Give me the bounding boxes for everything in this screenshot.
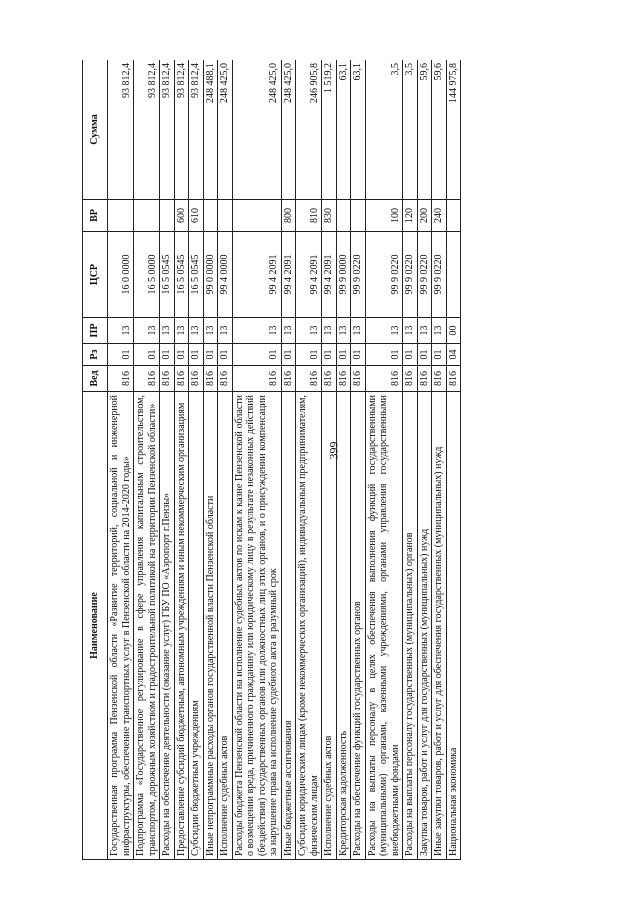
cell-ved: 816 [189,366,204,392]
cell-rz: 01 [322,344,337,366]
cell-csr: 16 5 0545 [174,232,189,318]
cell-name: Государственная программа Пензенской области «Развитие территорий, социальной и инженерной инфраструктуры, обеспечение транспортных услуг в Пензенской области на 2014-2020 годы» [108,392,134,860]
cell-pr: 13 [218,318,233,344]
cell-pr: 13 [160,318,175,344]
cell-csr: 99 4 2091 [296,232,322,318]
cell-ved: 816 [417,366,432,392]
cell-pr: 00 [446,318,461,344]
cell-sum: 59,6 [417,60,432,200]
header-pr: ПР [83,318,108,344]
table-row [446,60,461,860]
cell-rz: 01 [351,344,366,366]
cell-name: Субсидии бюджетным учреждениям [189,392,204,860]
cell-csr [446,232,461,318]
cell-vr [218,200,233,232]
cell-vr [446,200,461,232]
header-ved: Вед [83,366,108,392]
cell-rz: 01 [174,344,189,366]
table-row [218,60,233,860]
cell-csr: 99 9 0220 [432,232,447,318]
header-rz: Рз [83,344,108,366]
cell-sum: 63,1 [351,60,366,200]
cell-name: Иные бюджетные ассигнования [281,392,296,860]
cell-vr: 240 [432,200,447,232]
table-row [336,60,351,860]
cell-rz: 01 [417,344,432,366]
table-row [134,60,160,860]
cell-name: Иные непрограммные расходы органов государственной власти Пензенской области [203,392,218,860]
cell-ved: 816 [296,366,322,392]
cell-rz: 01 [232,344,281,366]
table-row [322,60,337,860]
cell-ved: 816 [203,366,218,392]
table-row [160,60,175,860]
cell-ved: 816 [232,366,281,392]
table-row [432,60,447,860]
cell-ved: 816 [160,366,175,392]
cell-sum: 248 425,0 [218,60,233,200]
cell-name: Иные закупки товаров, работ и услуг для обеспечения государственных (муниципальных) нужд [432,392,447,860]
cell-vr [108,200,134,232]
cell-rz: 01 [336,344,351,366]
cell-sum: 144 975,8 [446,60,461,200]
cell-pr: 13 [365,318,403,344]
cell-pr: 13 [281,318,296,344]
table-row [403,60,418,860]
cell-sum: 246 905,8 [296,60,322,200]
rotated-table-area [82,60,612,860]
cell-sum: 1 519,2 [322,60,337,200]
cell-vr [203,200,218,232]
cell-pr: 13 [322,318,337,344]
cell-vr: 610 [189,200,204,232]
cell-vr: 810 [296,200,322,232]
cell-ved: 816 [446,366,461,392]
cell-vr: 100 [365,200,403,232]
table-header [83,60,108,860]
cell-ved: 816 [218,366,233,392]
cell-csr: 16 5 0545 [189,232,204,318]
cell-csr: 99 0 0000 [203,232,218,318]
cell-rz: 01 [365,344,403,366]
cell-sum: 93 812,4 [134,60,160,200]
cell-sum: 93 812,4 [108,60,134,200]
table-row [365,60,403,860]
cell-rz: 01 [189,344,204,366]
cell-ved: 816 [403,366,418,392]
cell-csr: 99 9 0220 [365,232,403,318]
cell-ved: 816 [134,366,160,392]
cell-vr: 800 [281,200,296,232]
cell-csr: 99 9 0220 [417,232,432,318]
cell-sum: 63,1 [336,60,351,200]
cell-csr: 99 9 0000 [336,232,351,318]
cell-vr: 120 [403,200,418,232]
cell-name: Расходы бюджета Пензенской области на исполнение судебных актов по искам к казне Пензенской области о возмещении вреда, причиненного гражданину или юридическому лицу в результате незаконных действий (бездействия) государственных органов или должностных лиц этих органов, и о присуждении компенсации за нарушение права на исполнение судебного акта в разумный срок [232,392,281,860]
cell-csr: 99 9 0220 [403,232,418,318]
cell-vr [232,200,281,232]
cell-pr: 13 [336,318,351,344]
cell-vr: 830 [322,200,337,232]
cell-name: Расходы на выплаты персоналу государственных (муниципальных) органов [403,392,418,860]
cell-vr: 200 [417,200,432,232]
cell-sum: 3,5 [403,60,418,200]
table-wrapper [82,60,612,860]
cell-pr: 13 [134,318,160,344]
cell-rz: 01 [108,344,134,366]
cell-rz: 01 [403,344,418,366]
header-sum: Сумма [83,60,108,200]
table-row [174,60,189,860]
table-row [108,60,134,860]
cell-vr [336,200,351,232]
cell-vr [160,200,175,232]
cell-csr: 16 0 0000 [108,232,134,318]
cell-sum: 59,6 [432,60,447,200]
cell-ved: 816 [108,366,134,392]
cell-csr: 99 4 2091 [232,232,281,318]
cell-ved: 816 [351,366,366,392]
cell-sum: 93 812,4 [189,60,204,200]
cell-name: Подпрограмма «Государственное регулирование в сфере управления капитальным строительством, транспортом, дорожным хозяйством и градостроительной политикой на территории Пензенской области» [134,392,160,860]
cell-pr: 13 [403,318,418,344]
header-name: Наименование [83,392,108,860]
cell-rz: 01 [160,344,175,366]
cell-vr [351,200,366,232]
cell-sum: 248 425,0 [232,60,281,200]
cell-rz: 01 [218,344,233,366]
table-row [417,60,432,860]
cell-pr: 13 [203,318,218,344]
cell-name: Кредиторская задолженность [336,392,351,860]
page-number: 399 [326,441,341,460]
cell-vr: 600 [174,200,189,232]
cell-pr: 13 [174,318,189,344]
cell-csr: 16 5 0545 [160,232,175,318]
cell-vr [134,200,160,232]
cell-name: Национальная экономика [446,392,461,860]
cell-rz: 04 [446,344,461,366]
header-csr: ЦСР [83,232,108,318]
cell-name: Исполнение судебных актов [322,392,337,860]
cell-rz: 01 [281,344,296,366]
cell-sum: 248 425,0 [281,60,296,200]
cell-pr: 13 [432,318,447,344]
cell-sum: 248 488,1 [203,60,218,200]
table-row [281,60,296,860]
cell-name: Расходы на выплаты персоналу в целях обеспечения выполнения функций государственными (муниципальными) органами, казенными учреждениями, органами управления государственными внебюджетными фондами [365,392,403,860]
cell-rz: 01 [296,344,322,366]
table-row [203,60,218,860]
cell-csr: 16 5 0000 [134,232,160,318]
cell-ved: 816 [322,366,337,392]
cell-rz: 01 [134,344,160,366]
cell-pr: 13 [417,318,432,344]
cell-ved: 816 [365,366,403,392]
cell-ved: 816 [432,366,447,392]
table-row [351,60,366,860]
cell-name: Предоставление субсидий бюджетным, автономным учреждениям и иным некоммерческим организациям [174,392,189,860]
cell-csr: 99 4 2091 [322,232,337,318]
cell-name: Расходы на обеспечение деятельности (оказание услуг) ГБУ ПО «Аэропорт г.Пензы» [160,392,175,860]
cell-csr: 99 9 0220 [351,232,366,318]
table-row [232,60,281,860]
table-row [296,60,322,860]
header-vr: ВР [83,200,108,232]
cell-pr: 13 [108,318,134,344]
cell-sum: 93 812,4 [174,60,189,200]
cell-csr: 99 4 2091 [281,232,296,318]
cell-ved: 816 [174,366,189,392]
cell-rz: 01 [432,344,447,366]
table-row [189,60,204,860]
cell-pr: 13 [351,318,366,344]
header-row [83,60,108,860]
cell-name: Закупка товаров, работ и услуг для государственных (муниципальных) нужд [417,392,432,860]
cell-pr: 13 [189,318,204,344]
cell-ved: 816 [336,366,351,392]
cell-pr: 13 [232,318,281,344]
cell-ved: 816 [281,366,296,392]
cell-rz: 01 [203,344,218,366]
cell-name: Субсидии юридическим лицам (кроме некоммерческих организаций), индивидуальным предпринимателям, физическим лицам [296,392,322,860]
budget-table [82,60,461,860]
cell-sum: 93 812,4 [160,60,175,200]
cell-name: Исполнение судебных актов [218,392,233,860]
cell-sum: 3,5 [365,60,403,200]
cell-pr: 13 [296,318,322,344]
cell-name: Расходы на обеспечение функций государственных органов [351,392,366,860]
table-body [108,60,461,860]
cell-csr: 99 4 0000 [218,232,233,318]
